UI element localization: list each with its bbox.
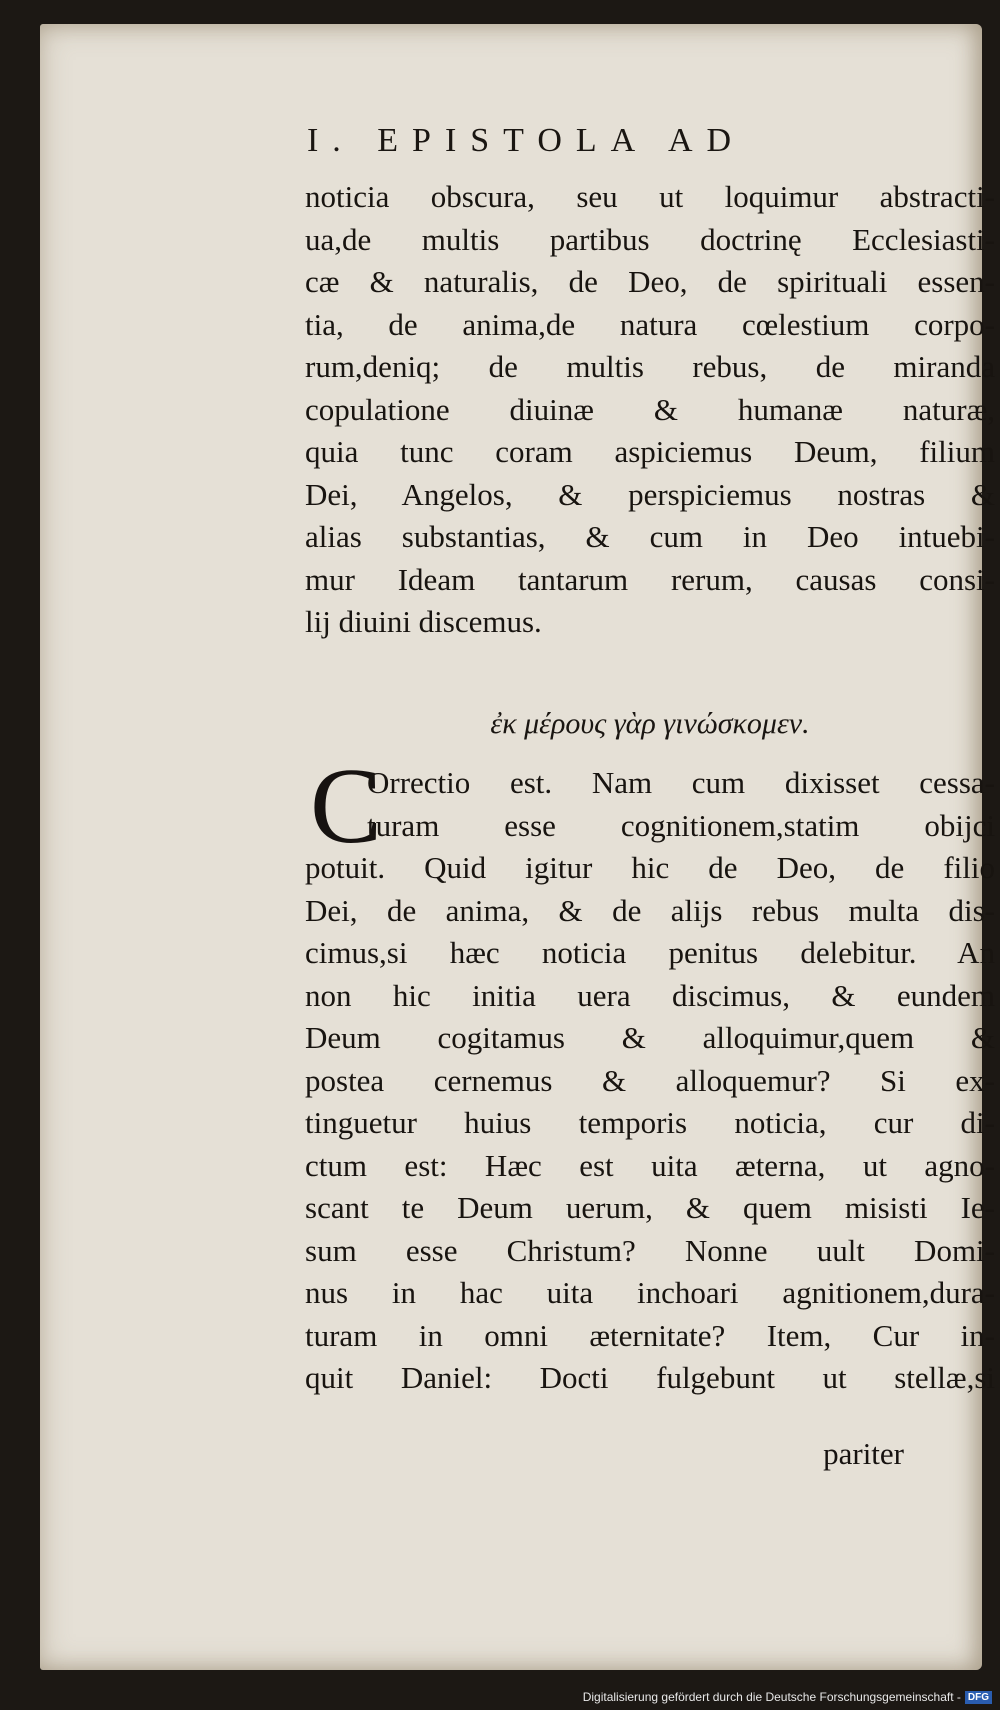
text-line: tinguetur huius temporis noticia, cur di-: [305, 1105, 995, 1140]
text-line: ctum est: Hæc est uita æterna, ut agno-: [305, 1147, 995, 1183]
text-line: Dei, Angelos, & perspiciemus nostras &: [305, 476, 995, 512]
text-line: Dei, de anima, & de alijs rebus multa dis-: [305, 892, 995, 928]
text-line: tia, de anima,de natura cœlestium corpo-: [305, 306, 995, 342]
book-page: [40, 24, 995, 1670]
text-line: scant te Deum uerum, & quem misisti Ie-: [305, 1190, 995, 1225]
text-line: sum esse Christum? Nonne uult Domi-: [305, 1232, 995, 1268]
drop-cap: C: [310, 747, 383, 866]
text-line: rum,deniq; de multis rebus, de miranda: [305, 349, 995, 384]
footer-text: Digitalisierung gefördert durch die Deutsche Forschungsgemeinschaft -: [582, 1690, 961, 1704]
text-line: turam esse cognitionem,statim obijci: [367, 807, 995, 843]
text-line: lij diuini discemus.: [305, 604, 542, 639]
text-line: copulatione diuinæ & humanæ naturæ,: [305, 391, 995, 427]
text-line: postea cernemus & alloquemur? Si ex-: [305, 1062, 995, 1098]
text-line: alias substantias, & cum in Deo intuebi-: [305, 519, 995, 554]
greek-lemma: ἐκ μέρους γὰρ γινώσκομεν.: [490, 707, 810, 740]
text-line: ua,de multis partibus doctrinę Ecclesiasti-: [305, 221, 995, 257]
text-line: quia tunc coram aspiciemus Deum, filium: [305, 434, 995, 469]
text-line: Deum cogitamus & alloquimur,quem &: [305, 1020, 995, 1055]
dfg-logo: DFG: [965, 1691, 992, 1704]
text-line: non hic initia uera discimus, & eundem: [305, 977, 995, 1013]
text-line: cimus,si hæc noticia penitus delebitur. An: [305, 935, 995, 970]
text-line: Orrectio est. Nam cum dixisset cessa-: [367, 765, 995, 800]
running-header: I. EPISTOLA AD: [306, 122, 746, 159]
text-line: noticia obscura, seu ut loquimur abstracti-: [305, 179, 995, 214]
text-line: nus in hac uita inchoari agnitionem,dura-: [305, 1275, 995, 1310]
text-line: potuit. Quid igitur hic de Deo, de filio: [305, 850, 995, 885]
paragraph-continuation: [305, 176, 995, 644]
text-line: cæ & naturalis, de Deo, de spirituali essen-: [305, 264, 995, 299]
digitization-credit: [583, 1690, 992, 1704]
text-line: mur Ideam tantarum rerum, causas consi-: [305, 561, 995, 597]
catchword: pariter: [823, 1436, 904, 1471]
text-line: quit Daniel: Docti fulgebunt ut stellæ,si: [305, 1360, 995, 1395]
commentary-paragraph: [305, 747, 995, 1400]
text-line: turam in omni æternitate? Item, Cur in-: [305, 1317, 995, 1353]
